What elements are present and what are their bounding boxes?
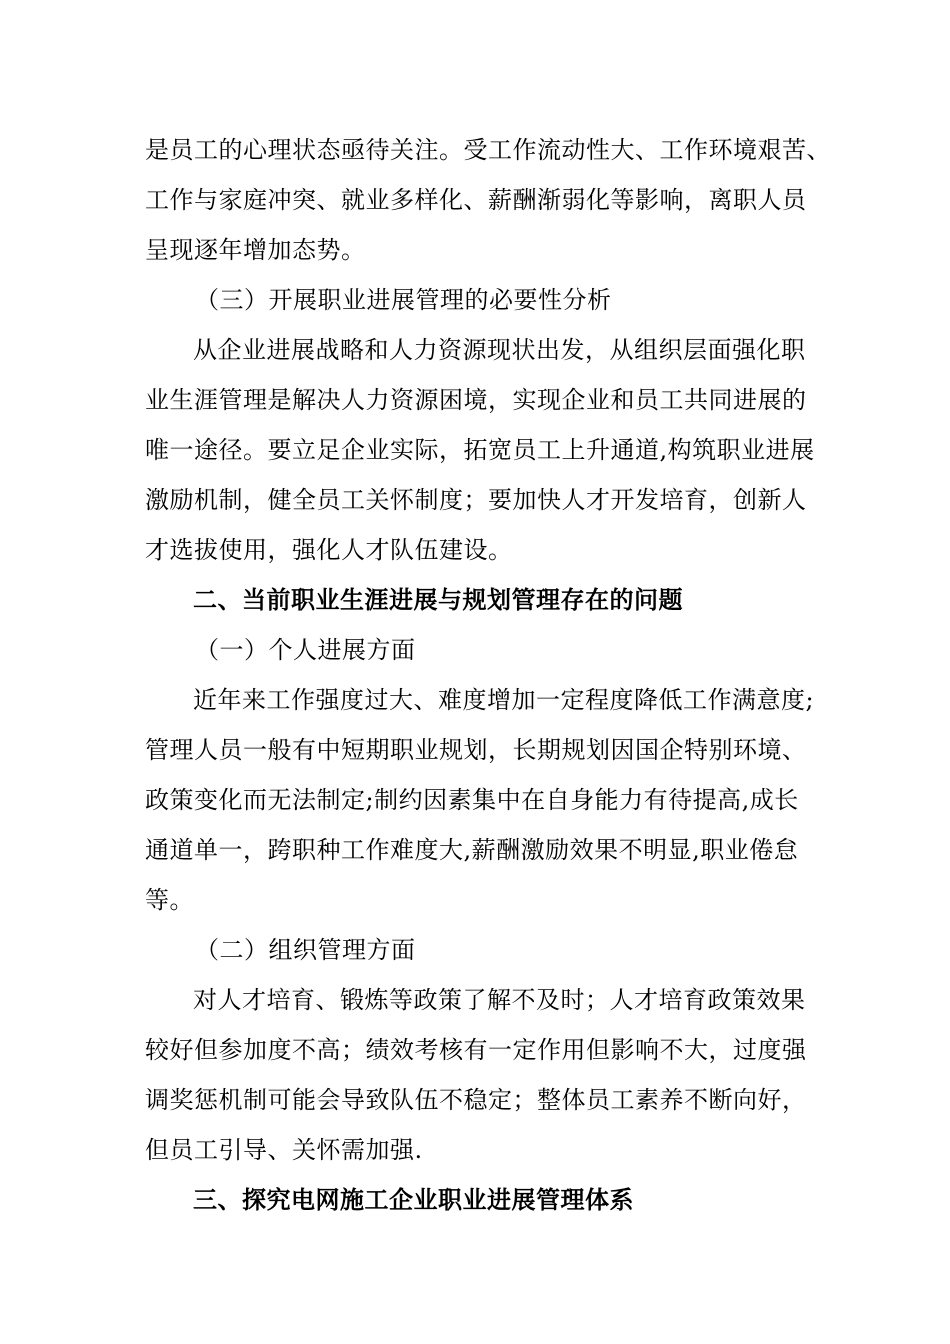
body-text-line: 但员工引导、关怀需加强. [145,1136,423,1164]
subsection-heading: （一）个人进展方面 [195,636,416,664]
body-text-line: 激励机制，健全员工关怀制度；要加快人才开发培育，创新人 [145,486,807,514]
body-text-line: 较好但参加度不高；绩效考核有一定作用但影响不大，过度强 [145,1036,807,1064]
section-heading: 三、探究电网施工企业职业进展管理体系 [193,1185,634,1214]
body-text-line: 等。 [145,886,194,914]
body-text-line: 对人才培育、锻炼等政策了解不及时；人才培育政策效果 [193,986,806,1014]
body-text-line: 才选拔使用，强化人才队伍建设。 [145,536,513,564]
body-text-line: 通道单一，跨职种工作难度大,薪酬激励效果不明显,职业倦怠 [145,836,799,864]
body-text-line: 唯一途径。要立足企业实际，拓宽员工上升通道,构筑职业进展 [145,436,815,464]
body-text-line: 工作与家庭冲突、就业多样化、薪酬渐弱化等影响，离职人员 [145,186,807,214]
body-text-line: 政策变化而无法制定;制约因素集中在自身能力有待提高,成长 [145,786,799,814]
subsection-heading: （二）组织管理方面 [195,936,416,964]
body-text-line: 是员工的心理状态亟待关注。受工作流动性大、工作环境艰苦、 [145,136,831,164]
body-text-line: 业生涯管理是解决人力资源困境，实现企业和员工共同进展的 [145,386,807,414]
body-text-line: 调奖惩机制可能会导致队伍不稳定；整体员工素养不断向好， [145,1086,807,1114]
section-heading: 二、当前职业生涯进展与规划管理存在的问题 [193,585,683,614]
body-text-line: 管理人员一般有中短期职业规划，长期规划因国企特别环境、 [145,736,807,764]
body-text-line: 近年来工作强度过大、难度增加一定程度降低工作满意度; [193,686,815,714]
body-text-line: 呈现逐年增加态势。 [145,236,366,264]
body-text-line: 从企业进展战略和人力资源现状出发，从组织层面强化职 [193,336,806,364]
subsection-heading: （三）开展职业进展管理的必要性分析 [195,286,612,314]
